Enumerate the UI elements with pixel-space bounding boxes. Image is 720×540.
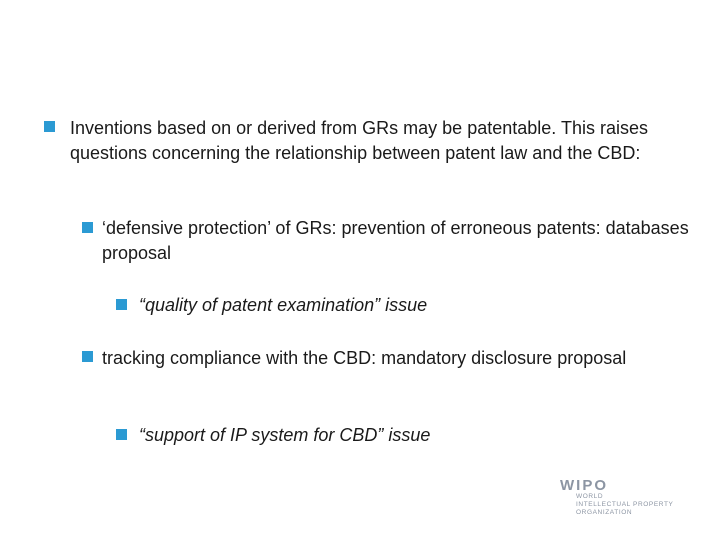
bullet-marker-icon [116, 299, 127, 310]
bullet-marker-icon [82, 222, 93, 233]
logo-wordmark: WIPO [560, 477, 608, 494]
bullet-marker-icon [116, 429, 127, 440]
logo-line-organization: ORGANIZATION [576, 509, 633, 516]
bullet-level2-defensive-protection: ‘defensive protection’ of GRs: prevention of erroneous patents: databases proposal [102, 218, 689, 263]
logo-line-world: WORLD [576, 493, 604, 500]
bullet-level1-inventions: Inventions based on or derived from GRs may be patentable. This raises questions concerning the relationship between patent law and the CBD: [70, 118, 648, 163]
bullet-level3-support-issue: “support of IP system for CBD” issue [139, 425, 431, 445]
bullet-marker-icon [82, 351, 93, 362]
logo-line-intellectual-property: INTELLECTUAL PROPERTY [576, 501, 674, 508]
bullet-marker-icon [44, 121, 55, 132]
wipo-logo [560, 478, 710, 517]
bullet-level3-quality-issue: “quality of patent examination” issue [139, 295, 428, 315]
bullet-level2-tracking-compliance: tracking compliance with the CBD: mandatory disclosure proposal [102, 348, 627, 368]
